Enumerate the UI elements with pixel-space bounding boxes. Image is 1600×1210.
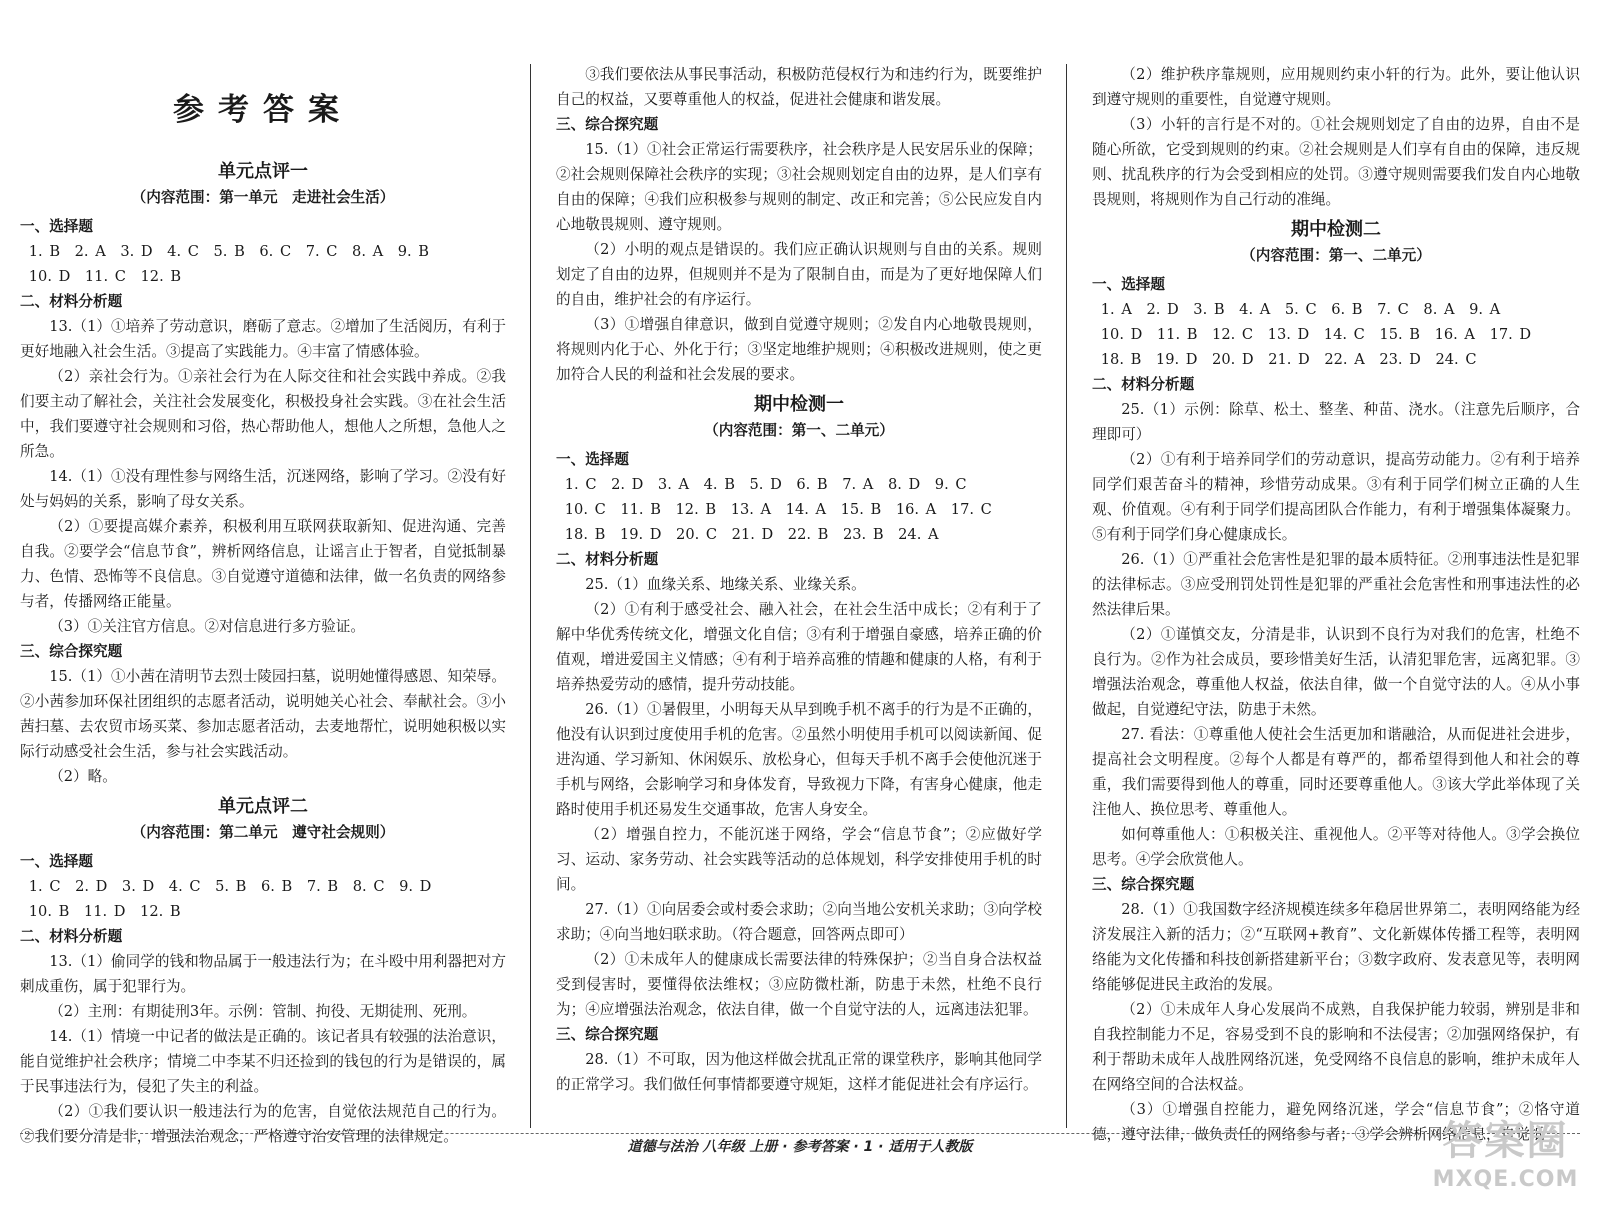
question-type-heading: 三、综合探究题 xyxy=(556,116,659,133)
answer-paragraph: 15.（1）①小茜在清明节去烈士陵园扫墓，说明她懂得感恩、知荣辱。②小茜参加环保社团组织的志愿者活动，说明她关心社会、奉献社会。③小茜扫墓、去农贸市场买菜、参加志愿者活动，去麦地帮忙，说明她积极以实际行动感受社会生活，参与社会实践活动。 xyxy=(20,668,506,760)
answer-paragraph: （3）①增强自控能力，避免网络沉迷，学会“信息节食”；②恪守道德，遵守法律，做负责任的网络参与者；③学会辨析网络信息，自觉抵 xyxy=(1092,1101,1580,1143)
choice-answers-line: 1. C 2. D 3. A 4. B 5. D 6. B 7. A 8. D 9. C xyxy=(564,476,967,493)
section-title: 单元点评二 xyxy=(218,796,308,817)
answer-paragraph: （2）①要提高媒介素养，积极利用互联网获取新知、促进沟通、完善自我。②要学会“信息节食”，辨析网络信息，让谣言止于智者，自觉抵制暴力、色情、恐怖等不良信息。③自觉遵守道德和法律，做一名负责的网络参与者，传播网络正能量。 xyxy=(20,518,506,610)
answer-paragraph: 26.（1）①暑假里，小明每天从早到晚手机不离手的行为是不正确的，他没有认识到过度使用手机的危害。②虽然小明使用手机可以阅读新闻、促进沟通、学习新知、休闲娱乐、放松身心，但每天手机不离手会使他沉迷于手机与网络，会影响学习和身体发育，导致视力下降，有害身心健康，他走路时使用手机还易发生交通事故，危害人身安全。 xyxy=(556,701,1042,818)
answer-paragraph: （2）增强自控力，不能沉迷于网络，学会“信息节食”；②应做好学习、运动、家务劳动、社会实践等活动的总体规划，科学安排使用手机的时间。 xyxy=(556,826,1042,893)
choice-answers-line: 18. B 19. D 20. D 21. D 22. A 23. D 24. C xyxy=(1100,351,1477,368)
choice-answers-line: 1. B 2. A 3. D 4. C 5. B 6. C 7. C 8. A 9. B xyxy=(28,243,430,260)
answer-paragraph: （2）①我们要认识一般违法行为的危害，自觉依法规范自己的行为。②我们要分清是非，增强法治观念，严格遵守治安管理的法律规定。 xyxy=(20,1103,506,1145)
section-range: （内容范围：第一、二单元） xyxy=(704,422,894,439)
section-title: 期中检测一 xyxy=(754,394,844,415)
question-type-heading: 二、材料分析题 xyxy=(556,551,659,568)
choice-answers-line: 1. C 2. D 3. D 4. C 5. B 6. B 7. B 8. C 9. D xyxy=(28,878,432,895)
answer-column-1 xyxy=(20,90,506,1145)
question-type-heading: 一、选择题 xyxy=(1092,276,1165,293)
answer-paragraph: ③我们要依法从事民事活动，积极防范侵权行为和违约行为，既要维护自己的权益，又要尊重他人的权益，促进社会健康和谐发展。 xyxy=(556,66,1042,108)
answer-paragraph: （3）小轩的言行是不对的。①社会规则划定了自由的边界，自由不是随心所欲，它受到规则的约束。②社会规则是人们享有自由的保障，违反规则、扰乱秩序的行为会受到相应的处罚。③遵守规则需要我们发自内心地敬畏规则，将规则作为自己行动的准绳。 xyxy=(1092,116,1580,208)
column-divider-1 xyxy=(530,64,531,1128)
answer-paragraph: （2）①有利于感受社会、融入社会，在社会生活中成长；②有利于了解中华优秀传统文化，增强文化自信；③有利于增强自豪感，培养正确的价值观，增进爱国主义情感；④有利于培养高雅的情趣和健康的人格，有利于培养热爱劳动的感情，提升劳动技能。 xyxy=(556,601,1042,693)
page-title: 参考答案 xyxy=(173,92,353,128)
watermark-main: 答案圈 xyxy=(1442,1118,1569,1164)
answer-paragraph: 25.（1）示例：除草、松土、整垄、种苗、浇水。（注意先后顺序，合理即可） xyxy=(1092,401,1580,443)
answer-paragraph: 13.（1）①培养了劳动意识，磨砺了意志。②增加了生活阅历，有利于更好地融入社会生活。③提高了实践能力。④丰富了情感体验。 xyxy=(20,318,506,360)
answer-paragraph: 25.（1）血缘关系、地缘关系、业缘关系。 xyxy=(585,576,866,593)
section-title: 单元点评一 xyxy=(218,161,308,182)
answer-paragraph: （2）亲社会行为。①亲社会行为在人际交往和社会实践中养成。②我们要主动了解社会，关注社会发展变化，积极投身社会实践。③在社会生活中，我们要遵守社会规则和习俗，热心帮助他人，想他人之所想，急他人之所急。 xyxy=(20,368,506,460)
choice-answers-line: 1. A 2. D 3. B 4. A 5. C 6. B 7. C 8. A 9. A xyxy=(1100,301,1501,318)
answer-paragraph: 13.（1）偷同学的钱和物品属于一般违法行为；在斗殴中用利器把对方刺成重伤，属于犯罪行为。 xyxy=(20,953,506,995)
answer-paragraph: 14.（1）情境一中记者的做法是正确的。该记者具有较强的法治意识，能自觉维护社会秩序；情境二中李某不归还捡到的钱包的行为是错误的，属于民事违法行为，侵犯了失主的利益。 xyxy=(20,1028,506,1095)
section-range: （内容范围：第二单元 遵守社会规则） xyxy=(131,824,395,841)
answer-paragraph: 28.（1）不可取，因为他这样做会扰乱正常的课堂秩序，影响其他同学的正常学习。我们做任何事情都要遵守规矩，这样才能促进社会有序运行。 xyxy=(556,1051,1042,1093)
answer-paragraph: （3）①关注官方信息。②对信息进行多方验证。 xyxy=(49,618,365,635)
footer-divider xyxy=(20,1133,1580,1134)
question-type-heading: 二、材料分析题 xyxy=(20,293,123,310)
section-range: （内容范围：第一单元 走进社会生活） xyxy=(131,189,395,206)
choice-answers-line: 10. D 11. C 12. B xyxy=(28,268,182,285)
column-divider-2 xyxy=(1066,64,1067,1128)
answer-paragraph: 27. 看法：①尊重他人使社会生活更加和谐融洽，从而促进社会进步，提高社会文明程度。②每个人都是有尊严的，都希望得到他人和社会的尊重，我们需要得到他人的尊重，同时还要尊重他人。③该大学此举体现了关注他人、换位思考、尊重他人。 xyxy=(1092,726,1580,818)
question-type-heading: 三、综合探究题 xyxy=(556,1026,659,1043)
answer-paragraph: （2）略。 xyxy=(49,768,117,785)
watermark-sub: MXQE.COM xyxy=(1432,1167,1579,1192)
choice-answers-line: 10. B 11. D 12. B xyxy=(28,903,181,920)
answer-paragraph: （2）维护秩序靠规则，应用规则约束小轩的行为。此外，要让他认识到遵守规则的重要性，自觉遵守规则。 xyxy=(1092,66,1580,108)
answer-paragraph: （2）①未成年人的健康成长需要法律的特殊保护；②当自身合法权益受到侵害时，要懂得依法维权；③应防微杜渐，防患于未然，杜绝不良行为；④应增强法治观念，依法自律，做一个自觉守法的人，远离违法犯罪。 xyxy=(556,951,1042,1018)
answer-paragraph: （2）①谨慎交友，分清是非，认识到不良行为对我们的危害，杜绝不良行为。②作为社会成员，要珍惜美好生活，认清犯罪危害，远离犯罪。③增强法治观念，尊重他人权益，依法自律，做一个自觉守法的人。④从小事做起，自觉遵纪守法，防患于未然。 xyxy=(1092,626,1580,718)
page-footer: 道德与法治 八年级 上册 · 参考答案 · 1 · 适用于人教版 xyxy=(627,1139,973,1155)
question-type-heading: 二、材料分析题 xyxy=(20,928,123,945)
question-type-heading: 一、选择题 xyxy=(20,853,93,870)
answer-paragraph: 14.（1）①没有理性参与网络生活，沉迷网络，影响了学习。②没有好处与妈妈的关系，影响了母女关系。 xyxy=(20,468,506,510)
answer-paragraph: 15.（1）①社会正常运行需要秩序，社会秩序是人民安居乐业的保障；②社会规则保障社会秩序的实现；③社会规则划定自由的边界，是人们享有自由的保障；④我们应积极参与规则的制定、改正和完善；⑤公民应发自内心地敬畏规则、遵守规则。 xyxy=(556,141,1042,233)
answer-paragraph: （2）①未成年人身心发展尚不成熟，自我保护能力较弱，辨别是非和自我控制能力不足，容易受到不良的影响和不法侵害；②加强网络保护，有利于帮助未成年人战胜网络沉迷，免受网络不良信息的影响，维护未成年人在网络空间的合法权益。 xyxy=(1092,1001,1580,1093)
choice-answers-line: 10. D 11. B 12. C 13. D 14. C 15. B 16. A 17. D xyxy=(1100,326,1532,343)
question-type-heading: 一、选择题 xyxy=(20,218,93,235)
answer-paragraph: 27.（1）①向居委会或村委会求助；②向当地公安机关求助；③向学校求助；④向当地妇联求助。（符合题意，回答两点即可） xyxy=(556,901,1042,943)
question-type-heading: 三、综合探究题 xyxy=(1092,876,1195,893)
section-title: 期中检测二 xyxy=(1291,219,1381,240)
watermark-logo xyxy=(1418,1114,1593,1204)
question-type-heading: 一、选择题 xyxy=(556,451,629,468)
answer-paragraph: 26.（1）①严重社会危害性是犯罪的最本质特征。②刑事违法性是犯罪的法律标志。③应受刑罚处罚性是犯罪的严重社会危害性和刑事违法性的必然法律后果。 xyxy=(1092,551,1580,618)
answer-paragraph: 如何尊重他人：①积极关注、重视他人。②平等对待他人。③学会换位思考。④学会欣赏他人。 xyxy=(1092,826,1580,868)
question-type-heading: 二、材料分析题 xyxy=(1092,376,1195,393)
answer-paragraph: （2）①有利于培养同学们的劳动意识，提高劳动能力。②有利于培养同学们艰苦奋斗的精神，珍惜劳动成果。③有利于同学们树立正确的人生观、价值观。④有利于同学们提高团队合作能力，有利于增强集体凝聚力。⑤有利于同学们身心健康成长。 xyxy=(1092,451,1580,543)
answer-paragraph: （2）小明的观点是错误的。我们应正确认识规则与自由的关系。规则划定了自由的边界，但规则并不是为了限制自由，而是为了更好地保障人们的自由，维护社会的有序运行。 xyxy=(556,241,1042,308)
answer-paragraph: 28.（1）①我国数字经济规模连续多年稳居世界第二，表明网络能为经济发展注入新的活力；②“互联网+教育”、文化新媒体传播工程等，表明网络能为文化传播和科技创新搭建新平台；③数字政府、发表意见等，表明网络能够促进民主政治的发展。 xyxy=(1092,901,1580,993)
section-range: （内容范围：第一、二单元） xyxy=(1241,247,1431,264)
answer-paragraph: （2）主刑：有期徒刑3年。示例：管制、拘役、无期徒刑、死刑。 xyxy=(49,1003,477,1020)
choice-answers-line: 10. C 11. B 12. B 13. A 14. A 15. B 16. A 17. C xyxy=(564,501,992,518)
choice-answers-line: 18. B 19. D 20. C 21. D 22. B 23. B 24. A xyxy=(564,526,939,543)
answer-column-2 xyxy=(556,62,1042,1132)
question-type-heading: 三、综合探究题 xyxy=(20,643,123,660)
answer-paragraph: （3）①增强自律意识，做到自觉遵守规则；②发自内心地敬畏规则，将规则内化于心、外化于行；③坚定地维护规则；④积极改进规则，使之更加符合人民的利益和社会发展的要求。 xyxy=(556,316,1042,383)
